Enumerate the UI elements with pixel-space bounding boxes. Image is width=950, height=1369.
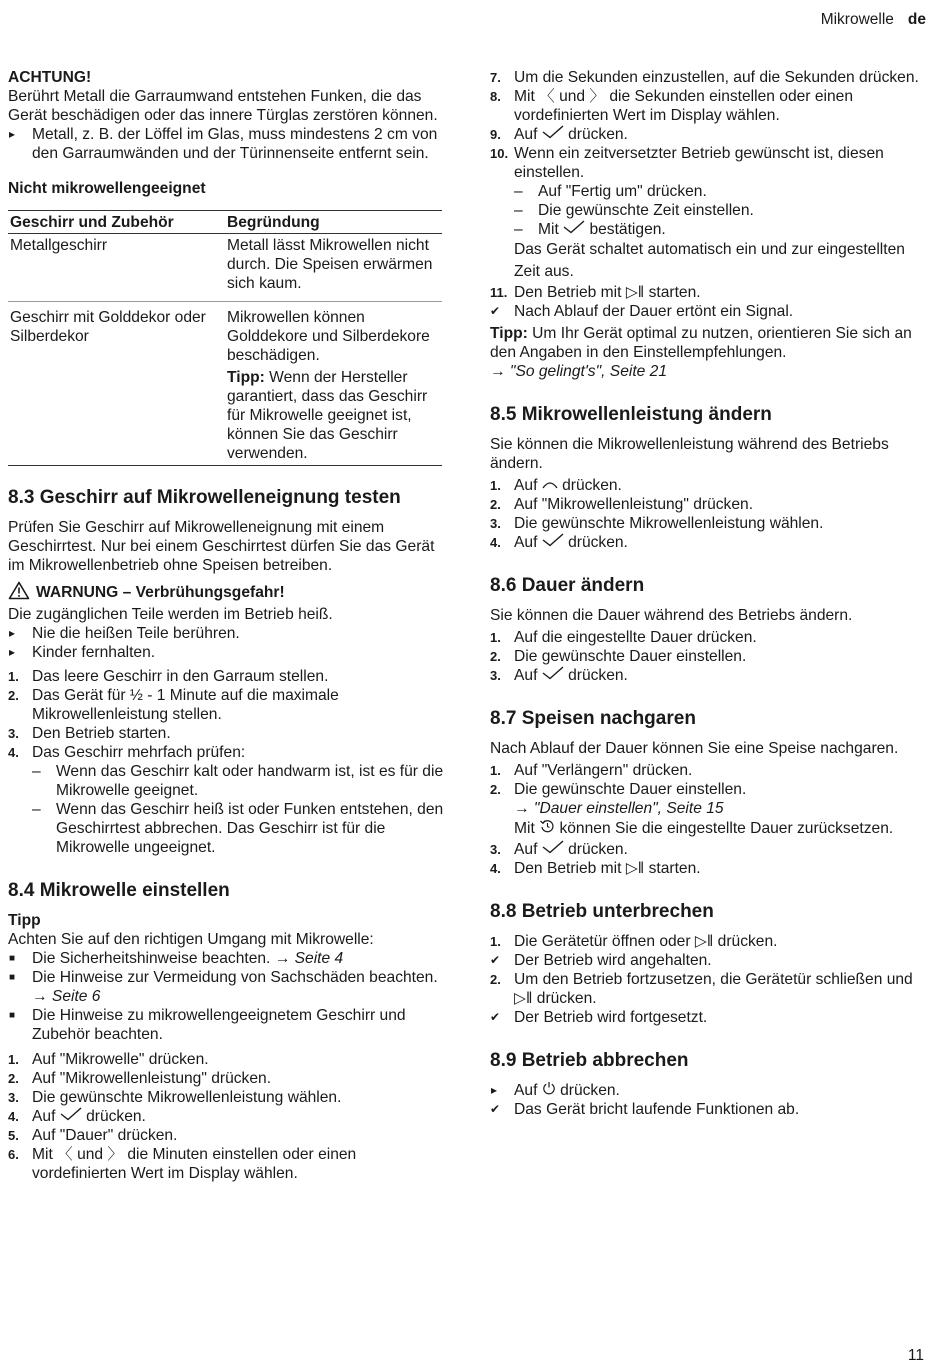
s87-intro: Nach Ablauf der Dauer können Sie eine Speise nachgaren.: [490, 740, 899, 757]
s87-steps: [490, 761, 920, 878]
step-item: 2. Auf "Mikrowellenleistung" drücken.: [8, 1070, 272, 1087]
warning-triangle-icon: [8, 581, 30, 605]
step-item: 4. Auf drücken.: [8, 1108, 146, 1125]
table-header: Geschirr und Zubehör: [8, 211, 225, 234]
step-item: 4. Das Geschirr mehrfach prüfen: – Wenn das Geschirr kalt oder handwarm ist, ist es für die Mikrowelle geeignet. – Wenn das Geschirr heiß ist oder Funken entstehen, den Geschirrtest abbrechen. Das Geschirr ist für die Mikrowelle ungeeignet.: [8, 743, 444, 857]
tipp-title: Tipp: [8, 912, 41, 929]
right-tip: Tipp: Um Ihr Gerät optimal zu nutzen, orientieren Sie sich an den Angaben in den Einstellempfehlungen.: [490, 325, 912, 361]
section-title-8-4: 8.4 Mikrowelle einstellen: [8, 880, 230, 901]
tipp-item: ■ Die Hinweise zu mikrowellengeeignetem Geschirr und Zubehör beachten.: [8, 1006, 444, 1044]
section-title-8-6: 8.6 Dauer ändern: [490, 575, 645, 596]
result-item: ✔ Der Betrieb wird angehalten.: [490, 951, 920, 970]
step10-substeps: [514, 182, 920, 239]
tipp-intro: Achten Sie auf den richtigen Umgang mit Mikrowelle:: [8, 931, 374, 948]
step-item: 2. Um den Betrieb fortzusetzen, die Gerätetür schließen und ▷‖ drücken.: [490, 971, 913, 1007]
play-pause-icon: ▷‖: [625, 860, 645, 877]
step-item: 1. Auf drücken.: [490, 477, 622, 494]
substep-item: – Die gewünschte Zeit einstellen.: [514, 201, 920, 220]
achtung-title: ACHTUNG!: [8, 69, 92, 86]
step-item: 1. Auf "Mikrowelle" drücken.: [8, 1051, 209, 1068]
warning-heading: [8, 581, 444, 605]
step-item: 1. Auf die eingestellte Dauer drücken.: [490, 629, 757, 646]
step-item: 4. Den Betrieb mit ▷‖ starten.: [490, 860, 701, 877]
step-item: 4. Auf drücken.: [490, 534, 628, 551]
tipp-list: [8, 949, 444, 1044]
header-lang: de: [907, 11, 926, 28]
achtung-bullet: ▸ Metall, z. B. der Löffel im Glas, muss mindestens 2 cm von den Garraumwänden und der Türinnenseite entfernt sein.: [8, 125, 444, 163]
substep-item: – Auf "Fertig um" drücken.: [514, 182, 920, 201]
step-item: 3. Den Betrieb starten.: [8, 725, 171, 742]
chevron-left-icon: 〈: [57, 1146, 73, 1163]
check-icon: [60, 1107, 82, 1126]
play-pause-icon: ▷‖: [514, 990, 533, 1007]
s83-substeps: [32, 762, 444, 857]
warning-bullet: ▸ Nie die heißen Teile berühren.: [8, 624, 444, 643]
step-item: 11. Den Betrieb mit ▷‖ starten.: [490, 284, 701, 301]
step-item: 6. Mit 〈 und 〉 die Minuten einstellen oder einen vordefinierten Wert im Display wählen.: [8, 1146, 357, 1182]
s86-steps: [490, 628, 920, 685]
tipp-item: ■ Die Hinweise zur Vermeidung von Sachschäden beachten. → Seite 6: [8, 968, 444, 1006]
step-item: 3. Die gewünschte Mikrowellenleistung wählen.: [490, 515, 824, 532]
page-number: 11: [907, 1347, 924, 1364]
step-item: 8. Mit 〈 und 〉 die Sekunden einstellen oder einen vordefinierten Wert im Display wählen.: [490, 88, 853, 124]
s87-ref: → "Dauer einstellen", Seite 15: [514, 800, 724, 817]
chevron-right-icon: 〉: [107, 1146, 124, 1163]
step-item: 1. Die Gerätetür öffnen oder ▷‖ drücken.: [490, 933, 778, 950]
check-icon: [542, 125, 564, 144]
tipp-item: ■ Die Sicherheitshinweise beachten. → Seite 4: [8, 949, 444, 968]
step-item: 1. Das leere Geschirr in den Garraum stellen.: [8, 668, 329, 685]
section-title-8-3: 8.3 Geschirr auf Mikrowelleneignung testen: [8, 487, 401, 508]
table-row: [8, 302, 442, 466]
substep-item: – Mit bestätigen.: [514, 220, 920, 239]
result-item: ✔ Der Betrieb wird fortgesetzt.: [490, 1008, 920, 1027]
left-column: [8, 68, 444, 1183]
substep-item: – Wenn das Geschirr heiß ist oder Funken entstehen, den Geschirrtest abbrechen. Das Geschirr ist für die Mikrowelle ungeeignet.: [32, 800, 444, 857]
table-title: Nicht mikrowellengeeignet: [8, 180, 206, 197]
s84-steps-cont: [490, 68, 920, 302]
warning-title: WARNUNG – Verbrühungsgefahr!: [36, 584, 285, 601]
step-item: ▸ Auf drücken.: [490, 1081, 920, 1100]
warning-text: Die zugänglichen Teile werden im Betrieb heiß.: [8, 606, 333, 623]
chevron-right-icon: 〉: [589, 88, 606, 105]
achtung-list: [8, 125, 444, 163]
table-header-row: [8, 211, 442, 234]
table-cell: Geschirr mit Golddekor oder Silberdekor: [8, 302, 225, 466]
check-icon: [542, 666, 564, 685]
play-pause-icon: ▷‖: [694, 933, 714, 950]
play-pause-icon: ▷‖: [625, 284, 645, 301]
table-cell: [225, 302, 442, 466]
warning-list: [8, 624, 444, 662]
s85-intro: Sie können die Mikrowellenleistung während des Betriebs ändern.: [490, 436, 889, 472]
step-item: 2. Das Gerät für ½ - 1 Minute auf die maximale Mikrowellenleistung stellen.: [8, 687, 339, 723]
header-section: Mikrowelle: [820, 11, 894, 28]
reset-icon: [539, 818, 555, 840]
warning-bullet: ▸ Kinder fernhalten.: [8, 643, 444, 662]
section-title-8-7: 8.7 Speisen nachgaren: [490, 708, 696, 729]
achtung-text: Berührt Metall die Garraumwand entstehen Funken, die das Gerät beschädigen oder das innere Türglas zerstören können.: [8, 88, 438, 124]
result-item: ✔ Das Gerät bricht laufende Funktionen ab.: [490, 1100, 920, 1119]
s87-note: Mit können Sie die eingestellte Dauer zurücksetzen.: [514, 818, 920, 840]
check-icon: [563, 220, 585, 239]
page-header: [821, 10, 926, 29]
table-header: Begründung: [225, 211, 442, 234]
step-item: 2. Die gewünschte Dauer einstellen. → "Dauer einstellen", Seite 15 Mit können Sie die eingestellte Dauer zurücksetzen.: [490, 780, 920, 840]
section-title-8-5: 8.5 Mikrowellenleistung ändern: [490, 404, 772, 425]
s86-intro: Sie können die Dauer während des Betriebs ändern.: [490, 607, 853, 624]
step-item: 3. Auf drücken.: [490, 667, 628, 684]
step-item: 9. Auf drücken.: [490, 126, 628, 143]
section-title-8-8: 8.8 Betrieb unterbrechen: [490, 901, 714, 922]
table-reason: Mikrowellen können Golddekore und Silberdekore beschädigen.: [227, 309, 430, 364]
arc-up-icon: [542, 476, 558, 495]
s88-steps-cont: [490, 970, 920, 1008]
step-item: 5. Auf "Dauer" drücken.: [8, 1127, 178, 1144]
s84-steps: [8, 1050, 444, 1183]
step-item: 2. Auf "Mikrowellenleistung" drücken.: [490, 496, 754, 513]
step-item: 10. Wenn ein zeitversetzter Betrieb gewünscht ist, diesen einstellen. – Auf "Fertig um" drücken. – Die gewünschte Zeit einstellen. – Mit bestätigen. Das Gerät schaltet automatisch ein und zur eingestellten Zeit aus.: [490, 144, 920, 283]
s83-intro: Prüfen Sie Geschirr auf Mikrowelleneignung mit einem Geschirrtest. Nur bei einem Geschirrtest dürfen Sie das Gerät im Mikrowellenbetrieb ohne Speisen betreiben.: [8, 519, 435, 574]
step-item: 3. Die gewünschte Mikrowellenleistung wählen.: [8, 1089, 342, 1106]
s83-steps: [8, 667, 444, 857]
check-icon: [542, 840, 564, 859]
table-tip: [227, 368, 442, 463]
s85-steps: [490, 476, 920, 552]
unsuitable-table: [8, 210, 442, 466]
section-title-8-9: 8.9 Betrieb abbrechen: [490, 1050, 689, 1071]
right-tip-ref: → "So gelingt's", Seite 21: [490, 363, 668, 380]
chevron-left-icon: 〈: [539, 88, 555, 105]
step-item: 7. Um die Sekunden einzustellen, auf die Sekunden drücken.: [490, 69, 919, 86]
step-item: 1. Auf "Verlängern" drücken.: [490, 762, 693, 779]
step-item: 3. Auf drücken.: [490, 841, 628, 858]
table-cell: Metall lässt Mikrowellen nicht durch. Die Speisen erwärmen sich kaum.: [225, 234, 442, 302]
tip-label: Tipp:: [227, 369, 265, 386]
tip-text: Wenn der Hersteller garantiert, dass das Geschirr für Mikrowelle geeignet ist, können Sie das Geschirr verwenden.: [227, 369, 428, 462]
step-item: 2. Die gewünschte Dauer einstellen.: [490, 648, 747, 665]
substep-item: – Wenn das Geschirr kalt oder handwarm ist, ist es für die Mikrowelle geeignet.: [32, 762, 444, 800]
power-icon: [542, 1081, 556, 1100]
check-icon: [542, 533, 564, 552]
result-item: ✔ Nach Ablauf der Dauer ertönt ein Signal.: [490, 302, 920, 321]
step10-note: Das Gerät schaltet automatisch ein und zur eingestellten Zeit aus.: [514, 241, 905, 280]
right-column: [490, 68, 920, 1119]
table-row: [8, 234, 442, 302]
s89-list: [490, 1081, 920, 1100]
table-cell: Metallgeschirr: [8, 234, 225, 302]
s88-steps: [490, 932, 920, 951]
